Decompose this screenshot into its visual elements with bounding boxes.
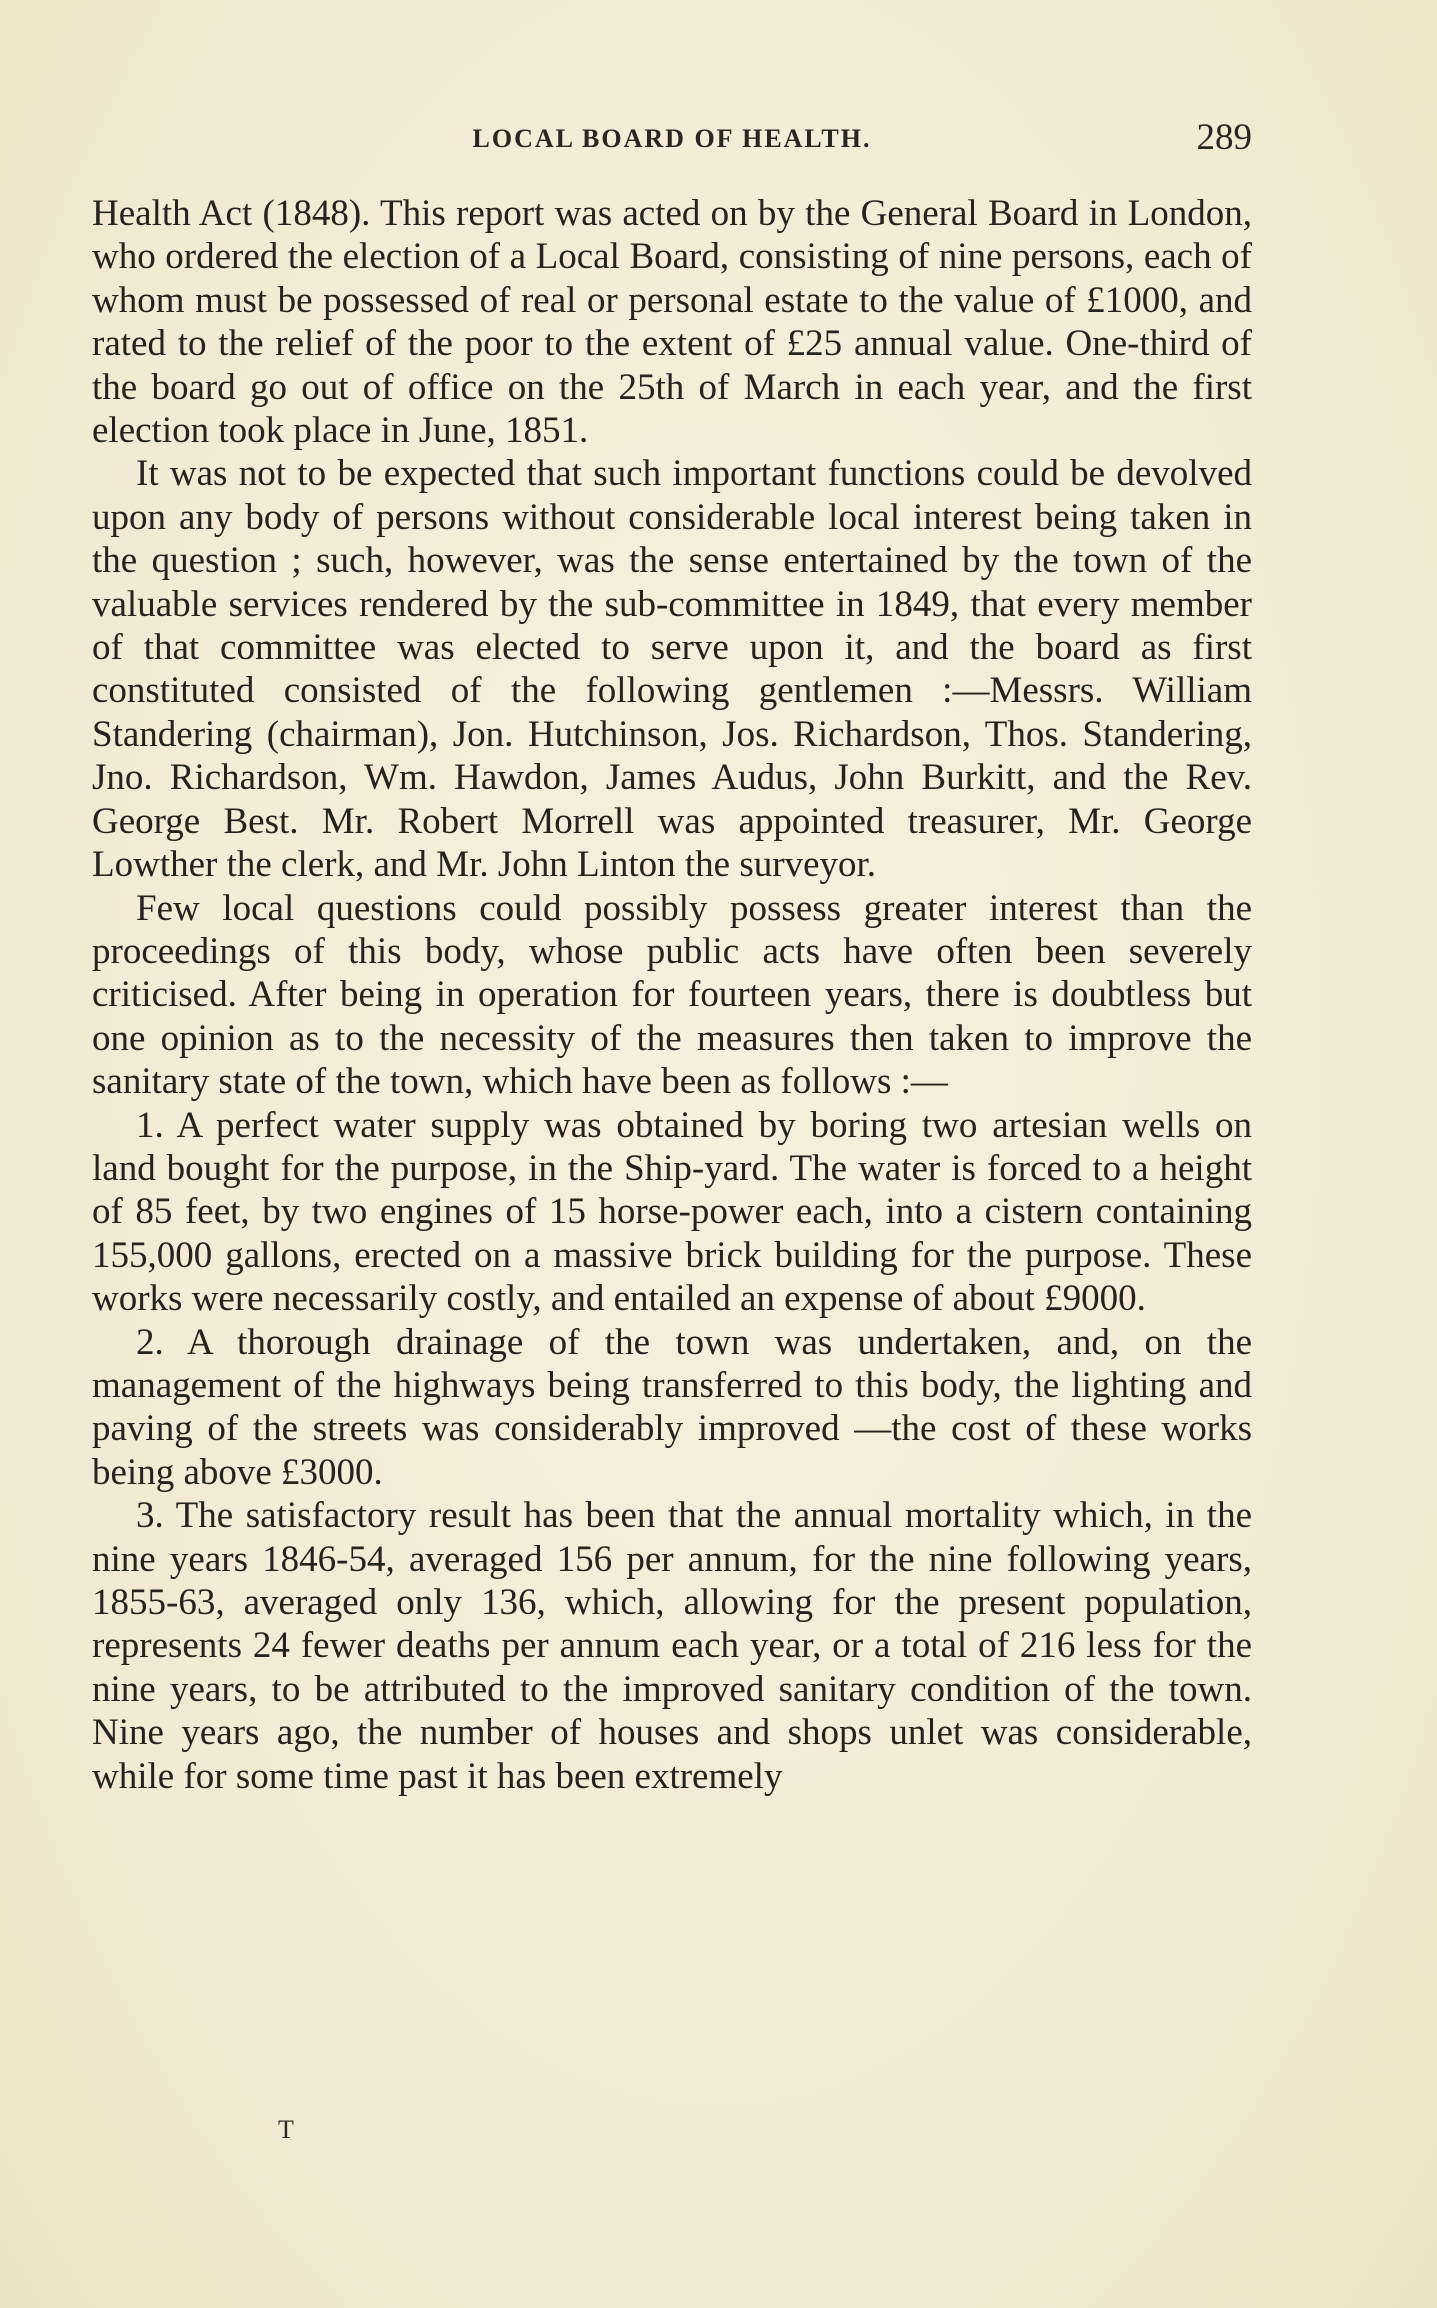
paragraph-water-supply: 1. A perfect water supply was obtained by boring two artesian wells on land bought for the purpose, in the Ship-yard. The water is forced to a height of 85 feet, by two engines of 15 horse-power each, into a cistern containing 155,000 gallons, erected on a massive brick building for the purpose. These works were necessarily costly, and entailed an expense of about £9000. — [92, 1104, 1252, 1320]
paragraph-proceedings: Few local questions could possibly possess greater interest than the proceedings of this body, whose public acts have often been severely criticised. After being in operation for fourteen years, there is doubtless but one opinion as to the necessity of the measures then taken to improve the sanitary state of the town, which have been as follows :— — [92, 887, 1252, 1103]
page-number: 289 — [1196, 117, 1252, 158]
paragraph-drainage: 2. A thorough drainage of the town was undertaken, and, on the management of the highways being transferred to this body, the lighting and paving of the streets was considerably improved —the cost of these works being above £3000. — [92, 1321, 1252, 1493]
running-title: LOCAL BOARD OF HEALTH. — [472, 124, 872, 153]
paragraph-mortality: 3. The satisfactory result has been that the annual mortality which, in the nine years 1846-54, averaged 156 per annum, for the nine following years, 1855-63, averaged only 136, which, allowing for the present population, represents 24 fewer deaths per annum each year, or a total of 216 less for the nine years, to be attributed to the improved sanitary condition of the town. Nine years ago, the number of houses and shops unlet was considerable, while for some time past it has been extremely — [92, 1495, 1252, 1797]
signature-mark: T — [278, 2115, 294, 2144]
paragraph-continuation: Health Act (1848). This report was acted on by the General Board in London, who ordered the election of a Local Board, consisting of nine persons, each of whom must be possessed of real or personal estate to the value of £1000, and rated to the relief of the poor to the extent of £25 annual value. One-third of the board go out of office on the 25th of March in each year, and the first election took place in June, 1851. — [92, 193, 1252, 452]
running-head — [92, 117, 1252, 164]
body-text — [92, 192, 1252, 1798]
paragraph-board-members: It was not to be expected that such important functions could be devolved upon any body of persons without considerable local interest being taken in the question ; such, however, was the sense entertained by the town of the valuable services rendered by the sub-committee in 1849, that every member of that committee was elected to serve upon it, and the board as first constituted consisted of the following gentlemen :—Messrs. William Standering (chairman), Jon. Hutchinson, Jos. Richardson, Thos. Standering, Jno. Richardson, Wm. Hawdon, James Audus, John Burkitt, and the Rev. George Best. Mr. Robert Morrell was appointed treasurer, Mr. George Lowther the clerk, and Mr. John Linton the surveyor. — [92, 453, 1252, 886]
